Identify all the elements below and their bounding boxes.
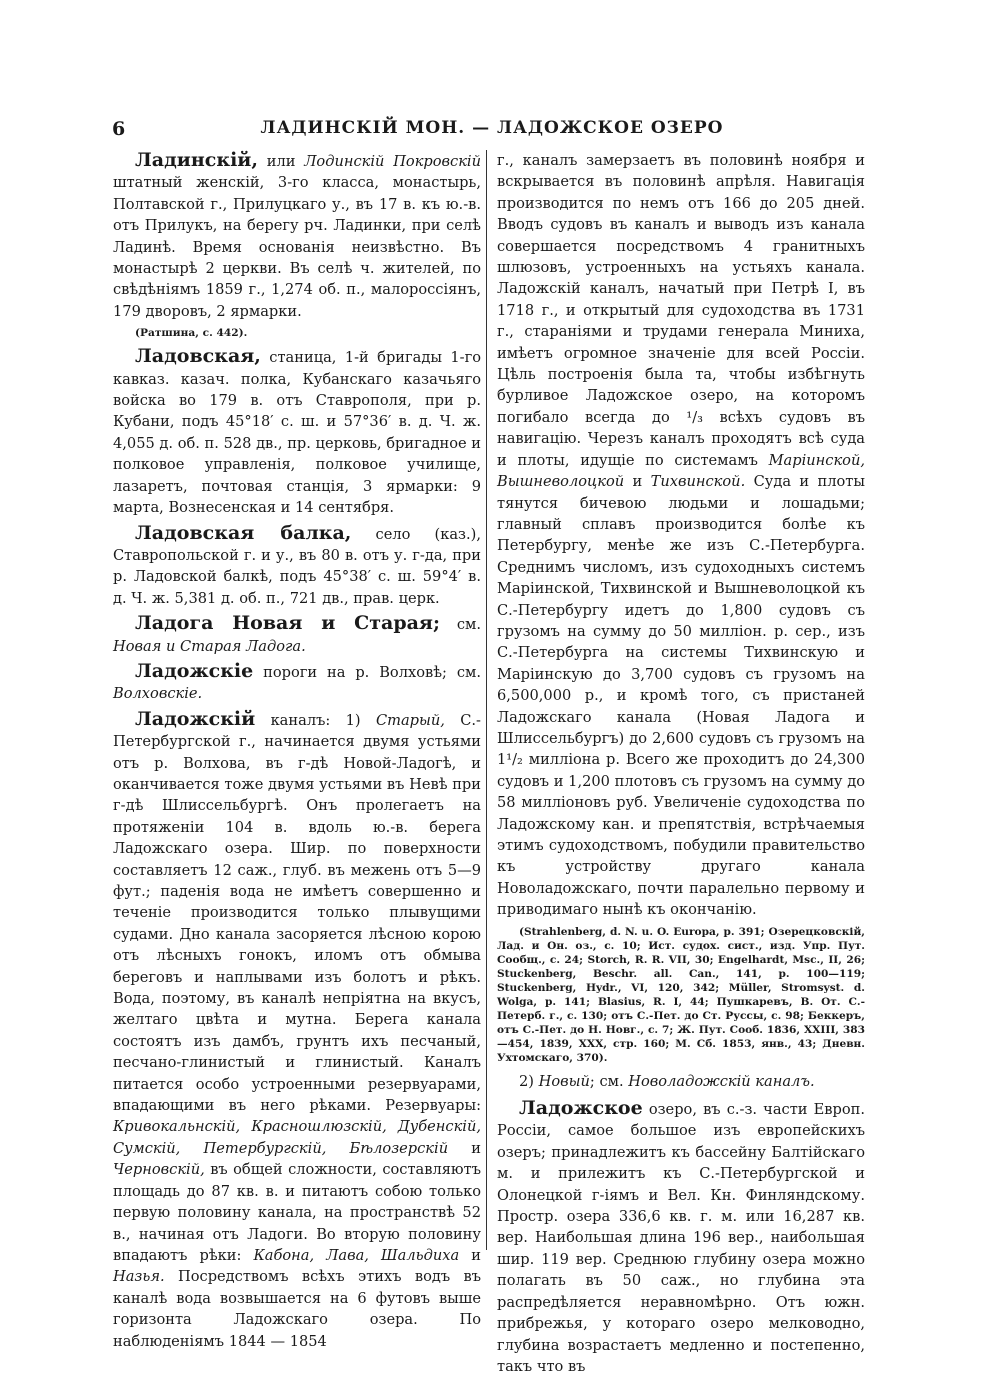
headword: Ладинскій, [135, 149, 258, 171]
entry-ladozhskiy-kanal: Ладожскій каналъ: 1) Старый, С.-Петербургской г., начинается двумя устьями отъ р. Волхова, въ г-дѣ Новой-Ладогѣ, и оканчивается тоже двумя устьями въ Невѣ при г-дѣ Шлиссельбургѣ. Онъ пролегаетъ на протяженіи 104 в. вдоль ю.-в. берега Ладожскаго озера. Шир. по поверхности составляетъ 12 саж., глуб. въ межень отъ 5—9 фут.; паденія вода не имѣетъ совершенно и теченіе производится только плывущими судами. Дно канала засоряется лѣсною корою отъ лѣсныхъ гонокъ, иломъ отъ обмыва береговъ и наплывами изъ болотъ и рѣкъ. Вода, поэтому, въ каналѣ непріятна на вкусъ, желтаго цвѣта и мутна. Берега канала состоятъ изъ дамбъ, грунтъ ихъ песчаный, песчано-глинистый и глинистый. Каналъ питается особо устроенными резервуарами, впадающими въ него рѣками. Резервуары: Кривокальнскій, Красношлюзскій, Дубенскій, Сумскій, Петербургскій, Бѣлозерскій и Черновскій, въ общей сложности, составляютъ площадь до 87 кв. в. и питаютъ собою только первую половину канала, на пространствѣ 52 в., начиная отъ Ладоги. Во вторую половину впадаютъ рѣки: Кабона, Лава, Шальдиха и Назья. Посредствомъ всѣхъ этихъ водъ въ каналѣ вода возвышается на 6 футовъ выше горизонта Ладожскаго озера. По наблюденіямъ 1844 — 1854 [113, 707, 481, 1350]
headword: Ладовская, [135, 345, 261, 368]
headword: Ладожскій [135, 707, 256, 730]
headword: Ладожскіе [135, 659, 254, 682]
right-column [497, 150, 865, 1381]
column-divider [486, 150, 487, 1250]
entry-ladovskaya: Ладовская, станица, 1-й бригады 1-го кавказ. казач. полка, Кубанскаго казачьяго войска во 179 в. отъ Ставрополя, при р. Кубани, подъ 45°18′ с. ш. и 57°36′ в. д. Ч. ж. 4,055 д. об. п. 528 дв., пр. церковь, бригадное и полковое управленія, полковое училище, лазаретъ, почтовая станція, 3 ярмарки: 9 марта, Вознесенская и 14 сентября. [113, 345, 481, 517]
reference-note: (Ратшина, с. 442). [135, 327, 248, 340]
entry-ladozhskoe-ozero: Ладожское озеро, въ с.-з. части Европ. Россіи, самое большое изъ европейскихъ озеръ; принадлежитъ къ бассейну Балтійскаго м. и прилежитъ къ С.-Петербургской и Олонецкой г-іямъ и Вел. Кн. Финляндскому. Простр. озера 336,6 кв. г. м. или 16,287 кв. вер. Наибольшая длина 196 вер., наибольшая шир. 119 вер. Среднюю глубину озера можно полагать въ 50 саж., но глубина эта распредѣляется неравномѣрно. Отъ южн. прибрежья, у котораго озеро мелководно, глубина возрастаетъ медленно и постепенно, такъ что въ [497, 1097, 865, 1375]
headword: Ладожское [519, 1097, 643, 1120]
running-head: ЛАДИНСКІЙ МОН. — ЛАДОЖСКОЕ ОЗЕРО [260, 118, 724, 138]
entry-kanal-continued: г., каналъ замерзаетъ въ половинѣ ноября и вскрывается въ половинѣ апрѣля. Навигація производится по немъ отъ 166 до 205 дней. Вводъ судовъ въ каналъ и выводъ изъ канала совершается посредствомъ 4 гранитныхъ шлюзовъ, устроенныхъ на устьяхъ канала. Ладожскій каналъ, начатый при Петрѣ I, въ 1718 г., и открытый для судоходства въ 1731 г., стараніями и трудами генерала Миниха, имѣетъ огромное значеніе для всей Россіи. Цѣль построенія была та, чтобы избѣгнуть бурливое Ладожское озеро, на которомъ погибало всегда до ¹/₃ всѣхъ судовъ въ навигацію. Черезъ каналъ проходятъ всѣ суда и плоты, идущіе по системамъ Маріинской, Вышневолоцкой и Тихвинской. Суда и плоты тянутся бичевою людьми и лошадьми; главный сплавъ производится болѣе къ Петербургу, менѣе же изъ С.-Петербурга. Среднимъ числомъ, изъ судоходныхъ системъ Маріинской, Тихвинской и Вышневолоцкой къ С.-Петербургу идетъ до 1,800 судовъ съ грузомъ на сумму до 50 милліон. р. сер., изъ С.-Петербурга на системы Тихвинскую и Маріинскую до 3,700 судовъ съ грузомъ на 6,500,000 р., и кромѣ того, съ пристаней Ладожскаго канала (Новая Ладога и Шлиссельбургъ) до 2,600 судовъ съ грузомъ на 1¹/₂ милліона р. Всего же проходитъ до 24,300 судовъ и 1,200 плотовъ съ грузомъ на сумму до 58 милліоновъ руб. Увеличеніе судоходства по Ладожскому кан. и препятствія, встрѣчаемыя этимъ судоходствомъ, побудили правительство къ устройству другаго канала Новоладожскаго, почти паралельно первому и приводимаго нынѣ къ окончанію. [497, 152, 865, 919]
entry-kanal-new: 2) Новый; см. Новоладожскій каналъ. [519, 1072, 815, 1090]
entry-ladinskiy: Ладинскій, или Лодинскій Покровскій штатный женскій, 3-го класса, монастырь, Полтавской г., Прилуцкаго у., въ 17 в. къ ю.-в. отъ Прилукъ, на берегу рч. Ладинки, при селѣ Ладинѣ. Время основанія неизвѣстно. Въ монастырѣ 2 церкви. Въ селѣ ч. жителей, по свѣдѣніямъ 1859 г., 1,274 об. п., малороссіянъ, 179 дворовъ, 2 ярмарки. [113, 149, 481, 320]
page-number: 6 [112, 118, 126, 140]
headword: Ладога Новая и Старая; [135, 612, 440, 635]
page-header [112, 118, 872, 142]
entry-ladovskaya-balka: Ладовская балка, село (каз.), Ставропольской г. и у., въ 80 в. отъ у. г-да, при р. Ладовской балкѣ, подъ 45°38′ с. ш. 59°4′ в. д. Ч. ж. 5,381 д. об. п., 721 дв., прав. церк. [113, 521, 481, 607]
left-column [113, 150, 481, 1356]
entry-ladoga: Ладога Новая и Старая; см. Новая и Старая Ладога. [113, 612, 481, 655]
reference-note: (Strahlenberg, d. N. u. O. Europa, p. 391; Озерецковскій, Лад. и Он. оз., с. 10; Ист. судох. сист., изд. Упр. Пут. Сообщ., с. 24; Storch, R. R. VII, 30; Engelhardt, Msc., II, 26; Stuckenberg, Beschr. all. Can., 141, p. 100—119; Stuckenberg, Hydr., VI, 120, 342; Müller, Stromsyst. d. Wolga, p. 141; Blasius, R. I, 44; Пушкаревъ, В. От. С.-Петерб. г., с. 130; отъ С.-Пет. до Ст. Руссы, с. 98; Беккеръ, отъ С.-Пет. до Н. Новг., с. 7; Ж. Пут. Сооб. 1836, XXIII, 383—454, 1839, XXX, стр. 160; М. Сб. 1853, янв., 43; Дневн. Ухтомскаго, 370). [497, 925, 865, 1064]
headword: Ладовская балка, [135, 521, 352, 544]
entry-porogi: Ладожскіе пороги на р. Волховѣ; см. Волховскіе. [113, 659, 481, 703]
